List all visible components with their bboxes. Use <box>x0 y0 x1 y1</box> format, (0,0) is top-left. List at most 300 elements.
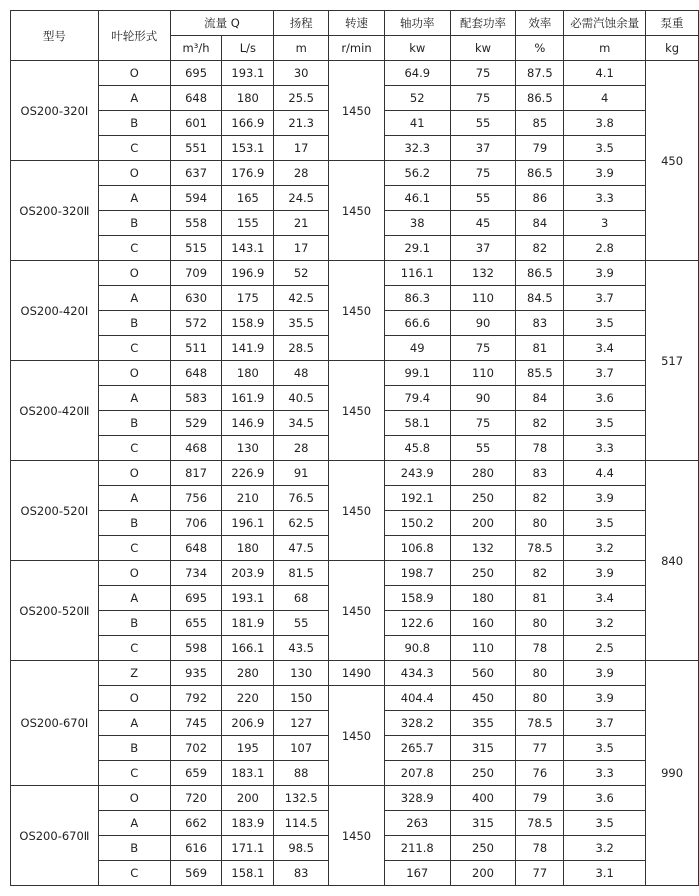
matched-cell: 45 <box>450 211 516 236</box>
shaft-cell: 56.2 <box>384 161 450 186</box>
eff-cell: 85.5 <box>516 361 564 386</box>
m3h-cell: 630 <box>170 286 222 311</box>
head-cell: 68 <box>274 586 329 611</box>
matched-cell: 90 <box>450 311 516 336</box>
speed-cell: 1450 <box>329 786 385 886</box>
matched-cell: 200 <box>450 511 516 536</box>
model-name-cell: OS200-670Ⅱ <box>11 786 99 886</box>
impeller-cell: B <box>98 836 170 861</box>
header-impeller: 叶轮形式 <box>98 11 170 61</box>
m3h-cell: 695 <box>170 586 222 611</box>
matched-cell: 110 <box>450 636 516 661</box>
m3h-cell: 572 <box>170 311 222 336</box>
ls-cell: 183.1 <box>222 761 274 786</box>
head-cell: 43.5 <box>274 636 329 661</box>
header-model: 型号 <box>11 11 99 61</box>
impeller-cell: O <box>98 461 170 486</box>
matched-cell: 560 <box>450 661 516 686</box>
matched-cell: 280 <box>450 461 516 486</box>
m3h-cell: 662 <box>170 811 222 836</box>
header-row-1 <box>11 11 699 36</box>
ls-cell: 196.1 <box>222 511 274 536</box>
m3h-cell: 551 <box>170 136 222 161</box>
weight-cell: 450 <box>646 61 699 261</box>
m3h-cell: 745 <box>170 711 222 736</box>
table-row <box>11 61 699 86</box>
head-cell: 98.5 <box>274 836 329 861</box>
head-cell: 40.5 <box>274 386 329 411</box>
impeller-cell: C <box>98 436 170 461</box>
npsh-cell: 4.4 <box>564 461 646 486</box>
eff-cell: 78 <box>516 636 564 661</box>
matched-cell: 75 <box>450 86 516 111</box>
table-row <box>11 461 699 486</box>
weight-cell: 990 <box>646 661 699 886</box>
unit-npsh: m <box>564 36 646 61</box>
matched-cell: 250 <box>450 836 516 861</box>
matched-cell: 355 <box>450 711 516 736</box>
m3h-cell: 583 <box>170 386 222 411</box>
speed-cell: 1490 <box>329 661 385 686</box>
unit-flow-m3h: m³/h <box>170 36 222 61</box>
table-row <box>11 686 699 711</box>
m3h-cell: 756 <box>170 486 222 511</box>
speed-cell: 1450 <box>329 161 385 261</box>
eff-cell: 81 <box>516 336 564 361</box>
eff-cell: 78.5 <box>516 811 564 836</box>
shaft-cell: 122.6 <box>384 611 450 636</box>
unit-weight: kg <box>646 36 699 61</box>
impeller-cell: B <box>98 736 170 761</box>
npsh-cell: 3.7 <box>564 286 646 311</box>
npsh-cell: 3.4 <box>564 586 646 611</box>
ls-cell: 146.9 <box>222 411 274 436</box>
head-cell: 132.5 <box>274 786 329 811</box>
eff-cell: 78.5 <box>516 536 564 561</box>
unit-shaft-power: kw <box>384 36 450 61</box>
pump-spec-table-wrapper <box>10 10 699 886</box>
npsh-cell: 3.9 <box>564 661 646 686</box>
head-cell: 52 <box>274 261 329 286</box>
npsh-cell: 3.5 <box>564 736 646 761</box>
ls-cell: 153.1 <box>222 136 274 161</box>
ls-cell: 158.9 <box>222 311 274 336</box>
shaft-cell: 211.8 <box>384 836 450 861</box>
header-npsh: 必需汽蚀余量 <box>564 11 646 36</box>
eff-cell: 82 <box>516 561 564 586</box>
table-row <box>11 661 699 686</box>
m3h-cell: 792 <box>170 686 222 711</box>
eff-cell: 86.5 <box>516 86 564 111</box>
impeller-cell: B <box>98 511 170 536</box>
npsh-cell: 3.3 <box>564 436 646 461</box>
weight-cell: 517 <box>646 261 699 461</box>
ls-cell: 203.9 <box>222 561 274 586</box>
head-cell: 150 <box>274 686 329 711</box>
ls-cell: 180 <box>222 86 274 111</box>
head-cell: 21 <box>274 211 329 236</box>
ls-cell: 226.9 <box>222 461 274 486</box>
impeller-cell: A <box>98 386 170 411</box>
shaft-cell: 263 <box>384 811 450 836</box>
head-cell: 83 <box>274 861 329 886</box>
head-cell: 48 <box>274 361 329 386</box>
shaft-cell: 66.6 <box>384 311 450 336</box>
m3h-cell: 702 <box>170 736 222 761</box>
head-cell: 91 <box>274 461 329 486</box>
m3h-cell: 648 <box>170 361 222 386</box>
header-head: 扬程 <box>274 11 329 36</box>
npsh-cell: 3.5 <box>564 811 646 836</box>
m3h-cell: 720 <box>170 786 222 811</box>
eff-cell: 76 <box>516 761 564 786</box>
head-cell: 130 <box>274 661 329 686</box>
ls-cell: 180 <box>222 361 274 386</box>
matched-cell: 250 <box>450 761 516 786</box>
head-cell: 127 <box>274 711 329 736</box>
model-name-cell: OS200-420Ⅱ <box>11 361 99 461</box>
eff-cell: 84.5 <box>516 286 564 311</box>
shaft-cell: 198.7 <box>384 561 450 586</box>
matched-cell: 110 <box>450 286 516 311</box>
npsh-cell: 3.3 <box>564 761 646 786</box>
impeller-cell: A <box>98 486 170 511</box>
npsh-cell: 3.3 <box>564 186 646 211</box>
speed-cell: 1450 <box>329 261 385 361</box>
shaft-cell: 52 <box>384 86 450 111</box>
header-efficiency: 效率 <box>516 11 564 36</box>
ls-cell: 176.9 <box>222 161 274 186</box>
ls-cell: 158.1 <box>222 861 274 886</box>
impeller-cell: A <box>98 286 170 311</box>
npsh-cell: 3.7 <box>564 361 646 386</box>
npsh-cell: 3.9 <box>564 261 646 286</box>
unit-speed: r/min <box>329 36 385 61</box>
speed-cell: 1450 <box>329 461 385 561</box>
matched-cell: 55 <box>450 111 516 136</box>
impeller-cell: C <box>98 536 170 561</box>
m3h-cell: 616 <box>170 836 222 861</box>
impeller-cell: O <box>98 561 170 586</box>
npsh-cell: 3.5 <box>564 311 646 336</box>
model-name-cell: OS200-320Ⅰ <box>11 61 99 161</box>
npsh-cell: 2.5 <box>564 636 646 661</box>
npsh-cell: 3.6 <box>564 786 646 811</box>
head-cell: 81.5 <box>274 561 329 586</box>
header-matched-power: 配套功率 <box>450 11 516 36</box>
matched-cell: 200 <box>450 861 516 886</box>
shaft-cell: 46.1 <box>384 186 450 211</box>
npsh-cell: 3.5 <box>564 411 646 436</box>
eff-cell: 80 <box>516 686 564 711</box>
speed-cell: 1450 <box>329 561 385 661</box>
m3h-cell: 515 <box>170 236 222 261</box>
npsh-cell: 3.4 <box>564 336 646 361</box>
pump-spec-table <box>10 10 699 886</box>
shaft-cell: 243.9 <box>384 461 450 486</box>
ls-cell: 210 <box>222 486 274 511</box>
eff-cell: 80 <box>516 661 564 686</box>
npsh-cell: 3.1 <box>564 861 646 886</box>
m3h-cell: 529 <box>170 411 222 436</box>
impeller-cell: C <box>98 761 170 786</box>
speed-cell: 1450 <box>329 686 385 786</box>
eff-cell: 78 <box>516 836 564 861</box>
impeller-cell: C <box>98 236 170 261</box>
shaft-cell: 79.4 <box>384 386 450 411</box>
ls-cell: 181.9 <box>222 611 274 636</box>
eff-cell: 80 <box>516 611 564 636</box>
head-cell: 17 <box>274 136 329 161</box>
header-flow: 流量 Q <box>170 11 274 36</box>
m3h-cell: 709 <box>170 261 222 286</box>
npsh-cell: 3.2 <box>564 836 646 861</box>
shaft-cell: 32.3 <box>384 136 450 161</box>
eff-cell: 83 <box>516 461 564 486</box>
eff-cell: 86.5 <box>516 261 564 286</box>
matched-cell: 55 <box>450 436 516 461</box>
eff-cell: 82 <box>516 486 564 511</box>
head-cell: 114.5 <box>274 811 329 836</box>
m3h-cell: 659 <box>170 761 222 786</box>
unit-matched-power: kw <box>450 36 516 61</box>
npsh-cell: 3.5 <box>564 136 646 161</box>
m3h-cell: 558 <box>170 211 222 236</box>
ls-cell: 175 <box>222 286 274 311</box>
eff-cell: 80 <box>516 511 564 536</box>
ls-cell: 195 <box>222 736 274 761</box>
matched-cell: 75 <box>450 161 516 186</box>
header-shaft-power: 轴功率 <box>384 11 450 36</box>
head-cell: 17 <box>274 236 329 261</box>
shaft-cell: 38 <box>384 211 450 236</box>
ls-cell: 161.9 <box>222 386 274 411</box>
impeller-cell: C <box>98 636 170 661</box>
shaft-cell: 328.9 <box>384 786 450 811</box>
m3h-cell: 734 <box>170 561 222 586</box>
matched-cell: 250 <box>450 561 516 586</box>
ls-cell: 220 <box>222 686 274 711</box>
shaft-cell: 192.1 <box>384 486 450 511</box>
shaft-cell: 99.1 <box>384 361 450 386</box>
npsh-cell: 3.8 <box>564 111 646 136</box>
ls-cell: 165 <box>222 186 274 211</box>
head-cell: 28 <box>274 161 329 186</box>
ls-cell: 193.1 <box>222 61 274 86</box>
matched-cell: 37 <box>450 236 516 261</box>
npsh-cell: 4.1 <box>564 61 646 86</box>
table-row <box>11 361 699 386</box>
ls-cell: 180 <box>222 536 274 561</box>
ls-cell: 141.9 <box>222 336 274 361</box>
matched-cell: 315 <box>450 811 516 836</box>
m3h-cell: 655 <box>170 611 222 636</box>
eff-cell: 82 <box>516 236 564 261</box>
head-cell: 28 <box>274 436 329 461</box>
m3h-cell: 695 <box>170 61 222 86</box>
shaft-cell: 116.1 <box>384 261 450 286</box>
table-row <box>11 261 699 286</box>
eff-cell: 86 <box>516 186 564 211</box>
m3h-cell: 817 <box>170 461 222 486</box>
eff-cell: 82 <box>516 411 564 436</box>
matched-cell: 75 <box>450 336 516 361</box>
npsh-cell: 2.8 <box>564 236 646 261</box>
matched-cell: 315 <box>450 736 516 761</box>
m3h-cell: 648 <box>170 86 222 111</box>
matched-cell: 75 <box>450 61 516 86</box>
header-weight: 泵重 <box>646 11 699 36</box>
head-cell: 28.5 <box>274 336 329 361</box>
model-name-cell: OS200-320Ⅱ <box>11 161 99 261</box>
shaft-cell: 86.3 <box>384 286 450 311</box>
impeller-cell: B <box>98 111 170 136</box>
matched-cell: 90 <box>450 386 516 411</box>
matched-cell: 180 <box>450 586 516 611</box>
impeller-cell: O <box>98 61 170 86</box>
head-cell: 88 <box>274 761 329 786</box>
head-cell: 47.5 <box>274 536 329 561</box>
impeller-cell: C <box>98 336 170 361</box>
shaft-cell: 49 <box>384 336 450 361</box>
ls-cell: 155 <box>222 211 274 236</box>
eff-cell: 84 <box>516 386 564 411</box>
matched-cell: 132 <box>450 536 516 561</box>
eff-cell: 84 <box>516 211 564 236</box>
speed-cell: 1450 <box>329 361 385 461</box>
m3h-cell: 598 <box>170 636 222 661</box>
impeller-cell: B <box>98 411 170 436</box>
matched-cell: 450 <box>450 686 516 711</box>
ls-cell: 196.9 <box>222 261 274 286</box>
head-cell: 55 <box>274 611 329 636</box>
npsh-cell: 3.9 <box>564 486 646 511</box>
npsh-cell: 3.9 <box>564 686 646 711</box>
impeller-cell: A <box>98 711 170 736</box>
m3h-cell: 511 <box>170 336 222 361</box>
header-speed: 转速 <box>329 11 385 36</box>
head-cell: 35.5 <box>274 311 329 336</box>
npsh-cell: 3.9 <box>564 161 646 186</box>
impeller-cell: B <box>98 211 170 236</box>
m3h-cell: 594 <box>170 186 222 211</box>
ls-cell: 206.9 <box>222 711 274 736</box>
head-cell: 76.5 <box>274 486 329 511</box>
ls-cell: 130 <box>222 436 274 461</box>
m3h-cell: 648 <box>170 536 222 561</box>
m3h-cell: 468 <box>170 436 222 461</box>
matched-cell: 110 <box>450 361 516 386</box>
eff-cell: 77 <box>516 736 564 761</box>
npsh-cell: 3 <box>564 211 646 236</box>
ls-cell: 193.1 <box>222 586 274 611</box>
matched-cell: 250 <box>450 486 516 511</box>
shaft-cell: 265.7 <box>384 736 450 761</box>
shaft-cell: 29.1 <box>384 236 450 261</box>
eff-cell: 79 <box>516 786 564 811</box>
impeller-cell: C <box>98 861 170 886</box>
table-body <box>11 61 699 886</box>
shaft-cell: 434.3 <box>384 661 450 686</box>
eff-cell: 79 <box>516 136 564 161</box>
head-cell: 34.5 <box>274 411 329 436</box>
impeller-cell: O <box>98 261 170 286</box>
ls-cell: 143.1 <box>222 236 274 261</box>
eff-cell: 86.5 <box>516 161 564 186</box>
npsh-cell: 3.9 <box>564 561 646 586</box>
model-name-cell: OS200-670Ⅰ <box>11 661 99 786</box>
impeller-cell: A <box>98 186 170 211</box>
matched-cell: 75 <box>450 411 516 436</box>
ls-cell: 183.9 <box>222 811 274 836</box>
m3h-cell: 637 <box>170 161 222 186</box>
shaft-cell: 167 <box>384 861 450 886</box>
shaft-cell: 328.2 <box>384 711 450 736</box>
model-name-cell: OS200-520Ⅰ <box>11 461 99 561</box>
npsh-cell: 3.5 <box>564 511 646 536</box>
shaft-cell: 106.8 <box>384 536 450 561</box>
table-row <box>11 561 699 586</box>
weight-cell: 840 <box>646 461 699 661</box>
unit-flow-ls: L/s <box>222 36 274 61</box>
matched-cell: 132 <box>450 261 516 286</box>
unit-head: m <box>274 36 329 61</box>
head-cell: 25.5 <box>274 86 329 111</box>
npsh-cell: 4 <box>564 86 646 111</box>
impeller-cell: O <box>98 686 170 711</box>
model-name-cell: OS200-520Ⅱ <box>11 561 99 661</box>
shaft-cell: 207.8 <box>384 761 450 786</box>
shaft-cell: 58.1 <box>384 411 450 436</box>
matched-cell: 400 <box>450 786 516 811</box>
shaft-cell: 404.4 <box>384 686 450 711</box>
m3h-cell: 569 <box>170 861 222 886</box>
eff-cell: 81 <box>516 586 564 611</box>
shaft-cell: 45.8 <box>384 436 450 461</box>
head-cell: 21.3 <box>274 111 329 136</box>
shaft-cell: 90.8 <box>384 636 450 661</box>
m3h-cell: 706 <box>170 511 222 536</box>
head-cell: 24.5 <box>274 186 329 211</box>
table-row <box>11 786 699 811</box>
npsh-cell: 3.7 <box>564 711 646 736</box>
eff-cell: 77 <box>516 861 564 886</box>
shaft-cell: 158.9 <box>384 586 450 611</box>
npsh-cell: 3.6 <box>564 386 646 411</box>
ls-cell: 166.1 <box>222 636 274 661</box>
ls-cell: 171.1 <box>222 836 274 861</box>
impeller-cell: A <box>98 811 170 836</box>
head-cell: 62.5 <box>274 511 329 536</box>
eff-cell: 87.5 <box>516 61 564 86</box>
eff-cell: 85 <box>516 111 564 136</box>
eff-cell: 78 <box>516 436 564 461</box>
eff-cell: 78.5 <box>516 711 564 736</box>
ls-cell: 280 <box>222 661 274 686</box>
unit-efficiency: % <box>516 36 564 61</box>
matched-cell: 37 <box>450 136 516 161</box>
shaft-cell: 150.2 <box>384 511 450 536</box>
table-header <box>11 11 699 61</box>
impeller-cell: B <box>98 311 170 336</box>
head-cell: 107 <box>274 736 329 761</box>
npsh-cell: 3.2 <box>564 611 646 636</box>
head-cell: 42.5 <box>274 286 329 311</box>
impeller-cell: O <box>98 361 170 386</box>
m3h-cell: 935 <box>170 661 222 686</box>
matched-cell: 160 <box>450 611 516 636</box>
ls-cell: 200 <box>222 786 274 811</box>
